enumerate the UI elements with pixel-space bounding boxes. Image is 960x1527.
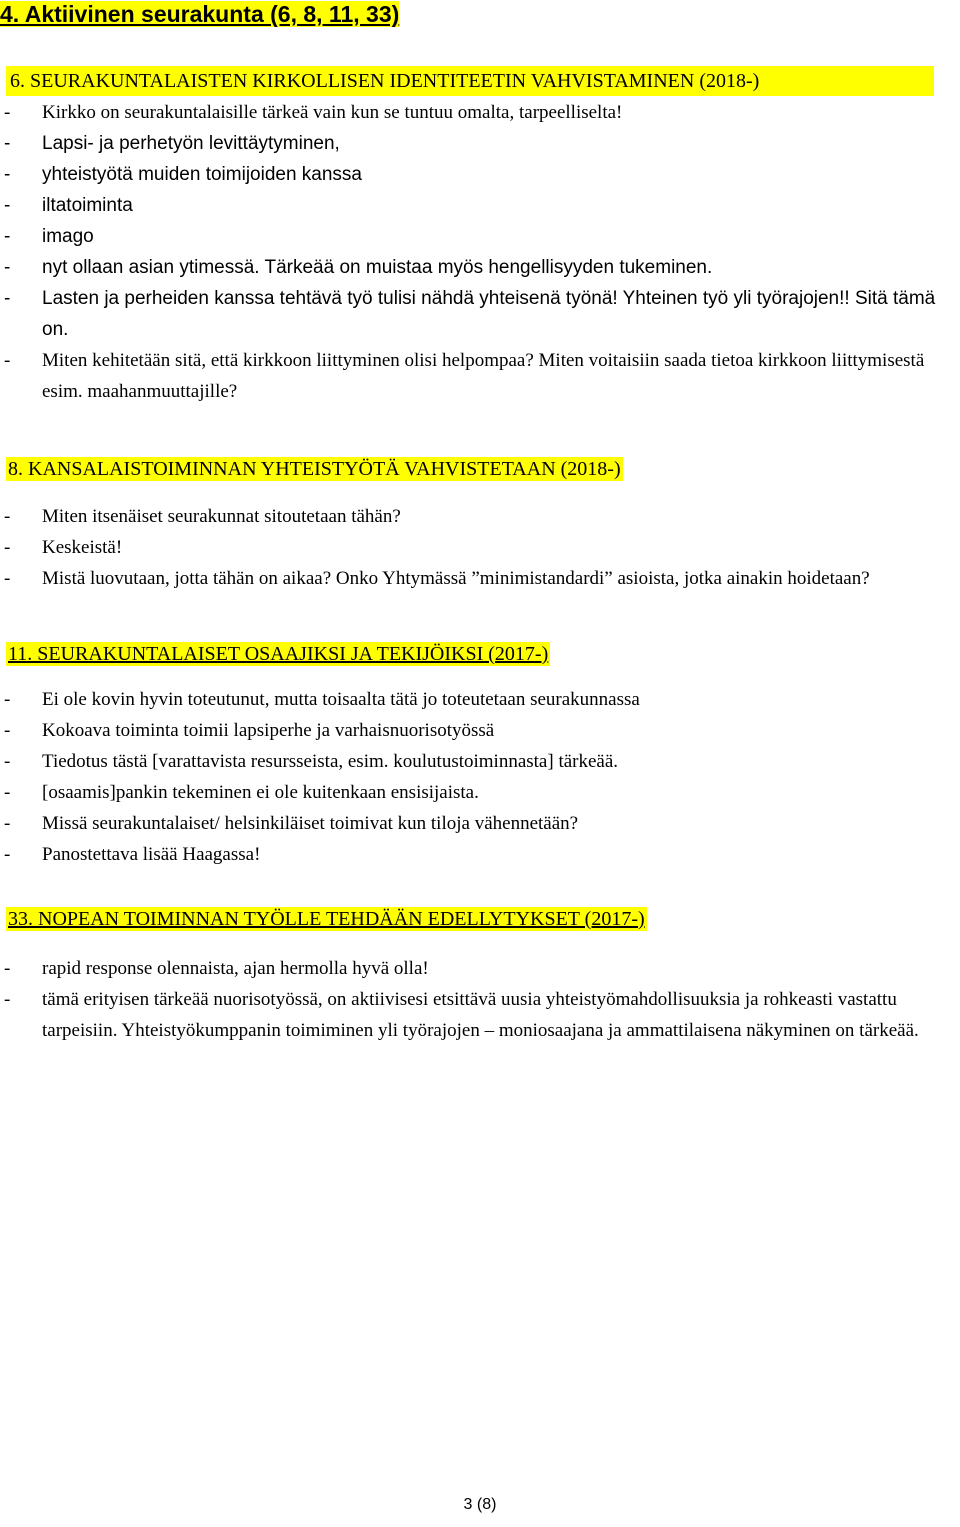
list-item-text: nyt ollaan asian ytimessä. Tärkeää on muistaa myös hengellisyyden tukeminen. <box>42 257 713 278</box>
list-item <box>0 221 960 252</box>
list-item <box>0 684 960 715</box>
list-item <box>0 746 960 777</box>
list-item-text: iltatoiminta <box>42 195 133 216</box>
list-item-text: Kokoava toiminta toimii lapsiperhe ja varhaisnuorisotyössä <box>42 720 495 741</box>
section-heading <box>0 66 960 97</box>
list-item <box>0 563 960 594</box>
dash-marker: - <box>4 195 11 216</box>
list-item <box>0 953 960 984</box>
main-title <box>0 0 399 28</box>
bullet-list <box>0 128 960 345</box>
list-item <box>0 839 960 870</box>
list-item <box>0 808 960 839</box>
bullet-list <box>0 97 960 128</box>
dash-marker: - <box>4 506 11 527</box>
bullet-list <box>0 953 960 1046</box>
list-item-text: imago <box>42 226 94 247</box>
list-item-text: Panostettava lisää Haagassa! <box>42 844 261 865</box>
list-item <box>0 283 960 345</box>
list-item-text: [osaamis]pankin tekeminen ei ole kuitenkaan ensisijaista. <box>42 782 479 803</box>
list-item <box>0 532 960 563</box>
dash-marker: - <box>4 813 11 834</box>
dash-marker: - <box>4 568 11 589</box>
section-heading-text: 11. SEURAKUNTALAISET OSAAJIKSI JA TEKIJÖIKSI (2017-) <box>8 643 549 665</box>
bullet-list <box>0 684 960 870</box>
list-item <box>0 252 960 283</box>
list-item <box>0 128 960 159</box>
main-title-text: 4. Aktiivinen seurakunta (6, 8, 11, 33) <box>0 1 400 27</box>
dash-marker: - <box>4 102 11 123</box>
dash-marker: - <box>4 782 11 803</box>
list-item-text: Lapsi- ja perhetyön levittäytyminen, <box>42 133 340 154</box>
bullet-list <box>0 501 960 594</box>
list-item-text: Keskeistä! <box>42 537 123 558</box>
dash-marker: - <box>4 989 11 1010</box>
dash-marker: - <box>4 257 11 278</box>
list-item-text: Missä seurakuntalaiset/ helsinkiläiset toimivat kun tiloja vähennetään? <box>42 813 579 834</box>
bullet-list <box>0 345 960 407</box>
dash-marker: - <box>4 958 11 979</box>
section-8 <box>0 454 960 594</box>
dash-marker: - <box>4 288 11 309</box>
list-item <box>0 190 960 221</box>
dash-marker: - <box>4 689 11 710</box>
section-heading-text: 6. SEURAKUNTALAISTEN KIRKOLLISEN IDENTITEETIN VAHVISTAMINEN (2018-) <box>6 66 934 96</box>
section-heading-text: 33. NOPEAN TOIMINNAN TYÖLLE TEHDÄÄN EDELLYTYKSET (2017-) <box>8 908 645 930</box>
list-item-text: yhteistyötä muiden toimijoiden kanssa <box>42 164 363 185</box>
list-item-text: tämä erityisen tärkeää nuorisotyössä, on aktiivisesi etsittävä uusia yhteistyömahdollisuuksia ja rohkeasti vastattu tarpeisiin. Yhteistyökumppanin toimiminen yli työrajojen – moniosaajana ja ammattilaisena näkyminen on tärkeää. <box>42 989 919 1041</box>
dash-marker: - <box>4 720 11 741</box>
list-item <box>0 777 960 808</box>
list-item-text: Miten itsenäiset seurakunnat sitoutetaan tähän? <box>42 506 401 527</box>
list-item-text: Miten kehitetään sitä, että kirkkoon liittyminen olisi helpompaa? Miten voitaisiin saada tietoa kirkkoon liittymisestä esim. maahanmuuttajille? <box>42 350 925 402</box>
page-number: 3 (8) <box>463 1496 497 1513</box>
dash-marker: - <box>4 350 11 371</box>
dash-marker: - <box>4 226 11 247</box>
list-item <box>0 97 960 128</box>
section-heading <box>0 904 960 935</box>
section-33 <box>0 904 960 1046</box>
section-11 <box>0 639 960 870</box>
section-heading <box>0 454 960 485</box>
dash-marker: - <box>4 164 11 185</box>
section-heading-text: 8. KANSALAISTOIMINNAN YHTEISTYÖTÄ VAHVISTETAAN (2018-) <box>8 458 621 480</box>
list-item-text: Lasten ja perheiden kanssa tehtävä työ tulisi nähdä yhteisenä työnä! Yhteinen työ yli työrajojen!! Sitä tämä on. <box>42 288 936 340</box>
list-item-text: Tiedotus tästä [varattavista resursseista, esim. koulutustoiminnasta] tärkeää. <box>42 751 619 772</box>
section-6 <box>0 66 960 407</box>
dash-marker: - <box>4 844 11 865</box>
section-heading <box>0 639 960 670</box>
list-item-text: Kirkko on seurakuntalaisille tärkeä vain kun se tuntuu omalta, tarpeelliselta! <box>42 102 623 123</box>
list-item <box>0 345 960 407</box>
list-item <box>0 501 960 532</box>
list-item <box>0 984 960 1046</box>
dash-marker: - <box>4 751 11 772</box>
list-item-text: rapid response olennaista, ajan hermolla hyvä olla! <box>42 958 429 979</box>
list-item <box>0 159 960 190</box>
list-item <box>0 715 960 746</box>
dash-marker: - <box>4 537 11 558</box>
dash-marker: - <box>4 133 11 154</box>
list-item-text: Mistä luovutaan, jotta tähän on aikaa? Onko Yhtymässä ”minimistandardi” asioista, jotka ainakin hoidetaan? <box>42 568 870 589</box>
list-item-text: Ei ole kovin hyvin toteutunut, mutta toisaalta tätä jo toteutetaan seurakunnassa <box>42 689 640 710</box>
